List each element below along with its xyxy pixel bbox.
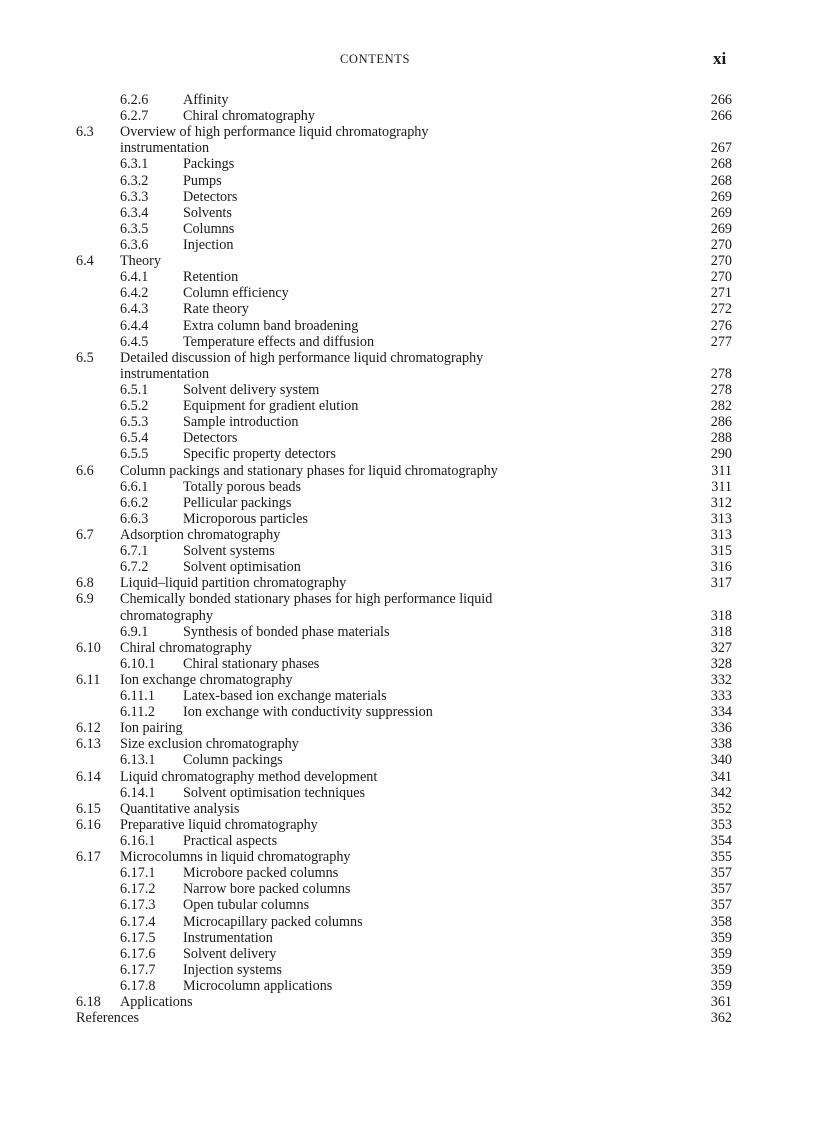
toc-entry-page: 271 bbox=[710, 285, 732, 302]
toc-entry-title: Column packings bbox=[183, 752, 283, 769]
toc-entry-page: 269 bbox=[710, 204, 732, 221]
toc-entry-page: 282 bbox=[710, 398, 732, 415]
toc-entry-title: Temperature effects and diffusion bbox=[183, 333, 375, 350]
toc-entry-page: 278 bbox=[710, 365, 732, 382]
page-number: xi bbox=[713, 49, 727, 68]
toc-entry-number: 6.4.2 bbox=[120, 285, 149, 302]
toc-entry bbox=[0, 479, 816, 495]
toc-entry-page: 359 bbox=[710, 961, 732, 978]
toc-entry-page: 357 bbox=[710, 881, 732, 898]
toc-entry-title: Chemically bonded stationary phases for high performance liquid bbox=[120, 591, 493, 608]
toc-entry bbox=[0, 946, 816, 962]
toc-entry-number: 6.17.7 bbox=[120, 961, 156, 978]
toc-entry-page: 334 bbox=[710, 704, 732, 721]
toc-entry-number: 6.3.1 bbox=[120, 156, 149, 173]
toc-entry bbox=[0, 752, 816, 768]
toc-entry-number: 6.4.1 bbox=[120, 269, 149, 286]
toc-entry-title: Detailed discussion of high performance liquid chromatography bbox=[120, 349, 484, 366]
toc-entry-number: 6.17.8 bbox=[120, 978, 156, 995]
toc-entry-number: 6.5.3 bbox=[120, 414, 149, 431]
toc-entry-number: 6.8 bbox=[76, 575, 94, 592]
toc-entry-page: 311 bbox=[711, 462, 732, 479]
toc-entry bbox=[0, 382, 816, 398]
toc-entry-page: 327 bbox=[710, 639, 732, 656]
toc-entry-title: Preparative liquid chromatography bbox=[120, 816, 318, 833]
toc-entry-number: 6.3.4 bbox=[120, 204, 149, 221]
toc-entry-title: Overview of high performance liquid chromatography bbox=[120, 124, 429, 141]
toc-entry-title: Solvent delivery bbox=[183, 945, 277, 962]
toc-entry bbox=[0, 334, 816, 350]
toc-entry-continuation bbox=[0, 140, 816, 156]
toc-entry-page: 336 bbox=[710, 720, 732, 737]
toc-entry bbox=[0, 495, 816, 511]
toc-entry-page: 315 bbox=[710, 543, 732, 560]
toc-entry-title: Injection systems bbox=[183, 961, 282, 978]
toc-entry-title: chromatography bbox=[120, 607, 213, 624]
toc-entry-title: Theory bbox=[120, 253, 161, 270]
toc-entry-number: 6.3.3 bbox=[120, 188, 149, 205]
toc-entry bbox=[0, 881, 816, 897]
toc-entry-number: 6.2.7 bbox=[120, 108, 149, 125]
toc-entry-number: 6.6.3 bbox=[120, 510, 149, 527]
toc-entry bbox=[0, 430, 816, 446]
toc-entry-page: 340 bbox=[710, 752, 732, 769]
toc-entry-number: 6.16.1 bbox=[120, 833, 156, 850]
toc-entry-page: 266 bbox=[710, 108, 732, 125]
toc-entry-page: 278 bbox=[710, 381, 732, 398]
toc-entry-title: Detectors bbox=[183, 430, 238, 447]
toc-entry-title: Pellicular packings bbox=[183, 494, 292, 511]
toc-entry-page: 316 bbox=[710, 559, 732, 576]
toc-entry-page: 269 bbox=[710, 220, 732, 237]
toc-entry-page: 332 bbox=[710, 671, 732, 688]
toc-entry bbox=[0, 704, 816, 720]
toc-entry bbox=[0, 446, 816, 462]
toc-entry-number: 6.10 bbox=[76, 639, 101, 656]
toc-entry bbox=[0, 962, 816, 978]
toc-entry-number: 6.13.1 bbox=[120, 752, 156, 769]
toc-entry-page: 267 bbox=[710, 140, 732, 157]
toc-entry-title: Liquid chromatography method development bbox=[120, 768, 378, 785]
toc-entry bbox=[0, 849, 816, 865]
toc-entry-title: Size exclusion chromatography bbox=[120, 736, 299, 753]
toc-entry-title: Chiral stationary phases bbox=[183, 655, 320, 672]
toc-entry-number: 6.5.1 bbox=[120, 381, 149, 398]
toc-entry-number: 6.4.5 bbox=[120, 333, 149, 350]
toc-entry-page: 270 bbox=[710, 253, 732, 270]
toc-entry-page: 270 bbox=[710, 269, 732, 286]
toc-entry-number: 6.16 bbox=[76, 816, 101, 833]
toc-entry-page: 357 bbox=[710, 865, 732, 882]
toc-entry-number: 6.7.2 bbox=[120, 559, 149, 576]
toc-entry-number: 6.14.1 bbox=[120, 784, 156, 801]
toc-entry-number: 6.10.1 bbox=[120, 655, 156, 672]
toc-entry-title: Applications bbox=[120, 994, 193, 1011]
toc-entry-title: Chiral chromatography bbox=[120, 639, 252, 656]
toc-entry-page: 276 bbox=[710, 317, 732, 334]
toc-entry bbox=[0, 559, 816, 575]
toc-entry-title: Affinity bbox=[183, 92, 229, 108]
toc-entry-title: Practical aspects bbox=[183, 833, 278, 850]
toc-entry-page: 266 bbox=[710, 92, 732, 108]
toc-entry bbox=[0, 640, 816, 656]
toc-entry bbox=[0, 350, 816, 366]
toc-entry-title: Detectors bbox=[183, 188, 238, 205]
toc-entry-number: 6.5 bbox=[76, 349, 94, 366]
toc-entry-page: 357 bbox=[710, 897, 732, 914]
toc-entry-title: Ion exchange with conductivity suppression bbox=[183, 704, 433, 721]
toc-entry-number: 6.17.3 bbox=[120, 897, 156, 914]
toc-entry-page: 358 bbox=[710, 913, 732, 930]
toc-entry-page: 333 bbox=[710, 688, 732, 705]
toc-entry-number: 6.6.2 bbox=[120, 494, 149, 511]
toc-entry-page: 317 bbox=[710, 575, 732, 592]
toc-entry-number: 6.12 bbox=[76, 720, 101, 737]
toc-entry bbox=[0, 801, 816, 817]
toc-entry-number: 6.11.1 bbox=[120, 688, 155, 705]
toc-entry bbox=[0, 624, 816, 640]
toc-entry bbox=[0, 817, 816, 833]
toc-entry-number: 6.18 bbox=[76, 994, 101, 1011]
toc-entry-number: 6.5.4 bbox=[120, 430, 149, 447]
toc-entry-title: Microbore packed columns bbox=[183, 865, 339, 882]
toc-entry-continuation bbox=[0, 366, 816, 382]
toc-entry-title: Rate theory bbox=[183, 301, 249, 318]
toc-entry-number: 6.17.1 bbox=[120, 865, 156, 882]
toc-entry bbox=[0, 92, 816, 108]
toc-entry bbox=[0, 656, 816, 672]
toc-entry-number: 6.17.2 bbox=[120, 881, 156, 898]
toc-entry-number: 6.4 bbox=[76, 253, 94, 270]
toc-entry-title: Solvent delivery system bbox=[183, 381, 320, 398]
toc-entry-number: 6.2.6 bbox=[120, 92, 149, 108]
toc-entry-number: 6.3.5 bbox=[120, 220, 149, 237]
toc-entry bbox=[0, 253, 816, 269]
toc-entry-title: instrumentation bbox=[120, 365, 210, 382]
toc-entry-number: 6.6 bbox=[76, 462, 94, 479]
toc-entry-page: 269 bbox=[710, 188, 732, 205]
toc-entry-title: Synthesis of bonded phase materials bbox=[183, 623, 390, 640]
toc-entry-page: 342 bbox=[710, 784, 732, 801]
toc-entry-title: Liquid–liquid partition chromatography bbox=[120, 575, 347, 592]
toc-entry-page: 328 bbox=[710, 655, 732, 672]
toc-entry bbox=[0, 269, 816, 285]
toc-entry-page: 268 bbox=[710, 172, 732, 189]
toc-entry-title: Column efficiency bbox=[183, 285, 289, 302]
toc-entry-title: Injection bbox=[183, 236, 234, 253]
toc-entry bbox=[0, 672, 816, 688]
toc-entry-title: Packings bbox=[183, 156, 235, 173]
toc-entry bbox=[0, 237, 816, 253]
toc-entry bbox=[0, 173, 816, 189]
toc-entry-number: 6.17.6 bbox=[120, 945, 156, 962]
toc-entry-page: 354 bbox=[710, 833, 732, 850]
toc-entry bbox=[0, 189, 816, 205]
toc-entry-number: 6.11 bbox=[76, 671, 101, 688]
toc-entry-title: Retention bbox=[183, 269, 239, 286]
toc-entry-title: References bbox=[76, 1010, 140, 1027]
toc-entry bbox=[0, 785, 816, 801]
toc-entry-number: 6.4.3 bbox=[120, 301, 149, 318]
toc-entry-page: 286 bbox=[710, 414, 732, 431]
toc-entry-page: 313 bbox=[710, 526, 732, 543]
toc-entry-page: 311 bbox=[711, 478, 732, 495]
toc-entry bbox=[0, 221, 816, 237]
toc-entry bbox=[0, 720, 816, 736]
toc-entry-page: 268 bbox=[710, 156, 732, 173]
toc-entry bbox=[0, 575, 816, 591]
toc-entry-title: Latex-based ion exchange materials bbox=[183, 688, 387, 705]
toc-entry-number: 6.7 bbox=[76, 526, 94, 543]
toc-entry-title: Pumps bbox=[183, 172, 222, 189]
toc-entry-number: 6.6.1 bbox=[120, 478, 149, 495]
toc-entry-title: Quantitative analysis bbox=[120, 800, 240, 817]
toc-entry-number: 6.3 bbox=[76, 124, 94, 141]
toc-entry-number: 6.9 bbox=[76, 591, 94, 608]
toc-entry-page: 313 bbox=[710, 510, 732, 527]
toc-entry-title: Solvent systems bbox=[183, 543, 275, 560]
toc-entry bbox=[0, 205, 816, 221]
toc-entry bbox=[0, 285, 816, 301]
toc-entry-number: 6.5.2 bbox=[120, 398, 149, 415]
toc-entry bbox=[0, 398, 816, 414]
running-head bbox=[0, 49, 816, 72]
toc-entry bbox=[0, 897, 816, 913]
toc-entry-page: 290 bbox=[710, 446, 732, 463]
toc-entry-number: 6.7.1 bbox=[120, 543, 149, 560]
toc-entry-page: 318 bbox=[710, 623, 732, 640]
toc-entry-title: Solvents bbox=[183, 204, 232, 221]
toc-entry-page: 362 bbox=[710, 1010, 732, 1027]
toc-entry bbox=[0, 124, 816, 140]
toc-entry bbox=[0, 463, 816, 479]
toc-entry-number: 6.13 bbox=[76, 736, 101, 753]
toc-entry-title: Microcapillary packed columns bbox=[183, 913, 363, 930]
toc-entry-page: 270 bbox=[710, 236, 732, 253]
toc-entry-page: 353 bbox=[710, 816, 732, 833]
toc-entry-number: 6.11.2 bbox=[120, 704, 155, 721]
toc-entry-title: Solvent optimisation techniques bbox=[183, 784, 366, 801]
toc-entry-title: Column packings and stationary phases for liquid chromatography bbox=[120, 462, 498, 479]
toc-entry bbox=[0, 527, 816, 543]
table-of-contents bbox=[0, 92, 816, 1026]
toc-entry-title: Extra column band broadening bbox=[183, 317, 359, 334]
toc-entry bbox=[0, 543, 816, 559]
toc-entry bbox=[0, 994, 816, 1010]
toc-entry-continuation bbox=[0, 608, 816, 624]
toc-entry-title: Sample introduction bbox=[183, 414, 299, 431]
toc-entry-page: 359 bbox=[710, 978, 732, 995]
toc-entry-title: Narrow bore packed columns bbox=[183, 881, 351, 898]
toc-entry bbox=[0, 511, 816, 527]
toc-entry-title: Instrumentation bbox=[183, 929, 273, 946]
toc-entry-title: Solvent optimisation bbox=[183, 559, 301, 576]
running-title: CONTENTS bbox=[340, 52, 411, 66]
toc-entry-number: 6.5.5 bbox=[120, 446, 149, 463]
toc-entry-number: 6.17 bbox=[76, 849, 101, 866]
toc-entry-title: Microcolumn applications bbox=[183, 978, 333, 995]
toc-entry-page: 288 bbox=[710, 430, 732, 447]
toc-entry bbox=[0, 156, 816, 172]
toc-entry-title: Equipment for gradient elution bbox=[183, 398, 359, 415]
toc-entry-page: 272 bbox=[710, 301, 732, 318]
toc-entry-number: 6.17.4 bbox=[120, 913, 156, 930]
toc-entry bbox=[0, 769, 816, 785]
toc-entry-title: Adsorption chromatography bbox=[120, 526, 281, 543]
toc-entry bbox=[0, 833, 816, 849]
toc-entry bbox=[0, 930, 816, 946]
toc-entry-page: 277 bbox=[710, 333, 732, 350]
toc-entry-title: Columns bbox=[183, 220, 235, 237]
toc-entry bbox=[0, 736, 816, 752]
toc-entry-page: 359 bbox=[710, 945, 732, 962]
toc-entry bbox=[0, 688, 816, 704]
toc-entry bbox=[0, 301, 816, 317]
toc-entry-page: 341 bbox=[710, 768, 732, 785]
toc-entry bbox=[0, 108, 816, 124]
toc-entry-number: 6.15 bbox=[76, 800, 101, 817]
toc-entry bbox=[0, 591, 816, 607]
toc-entry-title: Open tubular columns bbox=[183, 897, 310, 914]
toc-entry bbox=[0, 318, 816, 334]
toc-entry-page: 338 bbox=[710, 736, 732, 753]
toc-entry-title: Totally porous beads bbox=[183, 478, 302, 495]
toc-entry-title: Chiral chromatography bbox=[183, 108, 315, 125]
toc-entry-page: 318 bbox=[710, 607, 732, 624]
toc-entry-page: 361 bbox=[710, 994, 732, 1011]
toc-entry-title: Ion pairing bbox=[120, 720, 183, 737]
toc-entry-page: 355 bbox=[710, 849, 732, 866]
toc-entry-number: 6.4.4 bbox=[120, 317, 149, 334]
toc-entry-number: 6.3.2 bbox=[120, 172, 149, 189]
toc-entry-title: instrumentation bbox=[120, 140, 210, 157]
toc-entry bbox=[0, 914, 816, 930]
toc-entry-number: 6.17.5 bbox=[120, 929, 156, 946]
toc-entry-number: 6.14 bbox=[76, 768, 101, 785]
toc-entry bbox=[0, 865, 816, 881]
toc-entry-page: 352 bbox=[710, 800, 732, 817]
toc-entry-title: Microporous particles bbox=[183, 510, 308, 527]
toc-entry bbox=[0, 978, 816, 994]
toc-entry-number: 6.9.1 bbox=[120, 623, 149, 640]
toc-entry bbox=[0, 414, 816, 430]
toc-entry-title: Specific property detectors bbox=[183, 446, 336, 463]
toc-entry-page: 312 bbox=[710, 494, 732, 511]
toc-entry-page: 359 bbox=[710, 929, 732, 946]
toc-entry-number: 6.3.6 bbox=[120, 236, 149, 253]
toc-entry-title: Microcolumns in liquid chromatography bbox=[120, 849, 351, 866]
toc-entry-title: Ion exchange chromatography bbox=[120, 671, 293, 688]
toc-entry-references bbox=[0, 1010, 816, 1026]
